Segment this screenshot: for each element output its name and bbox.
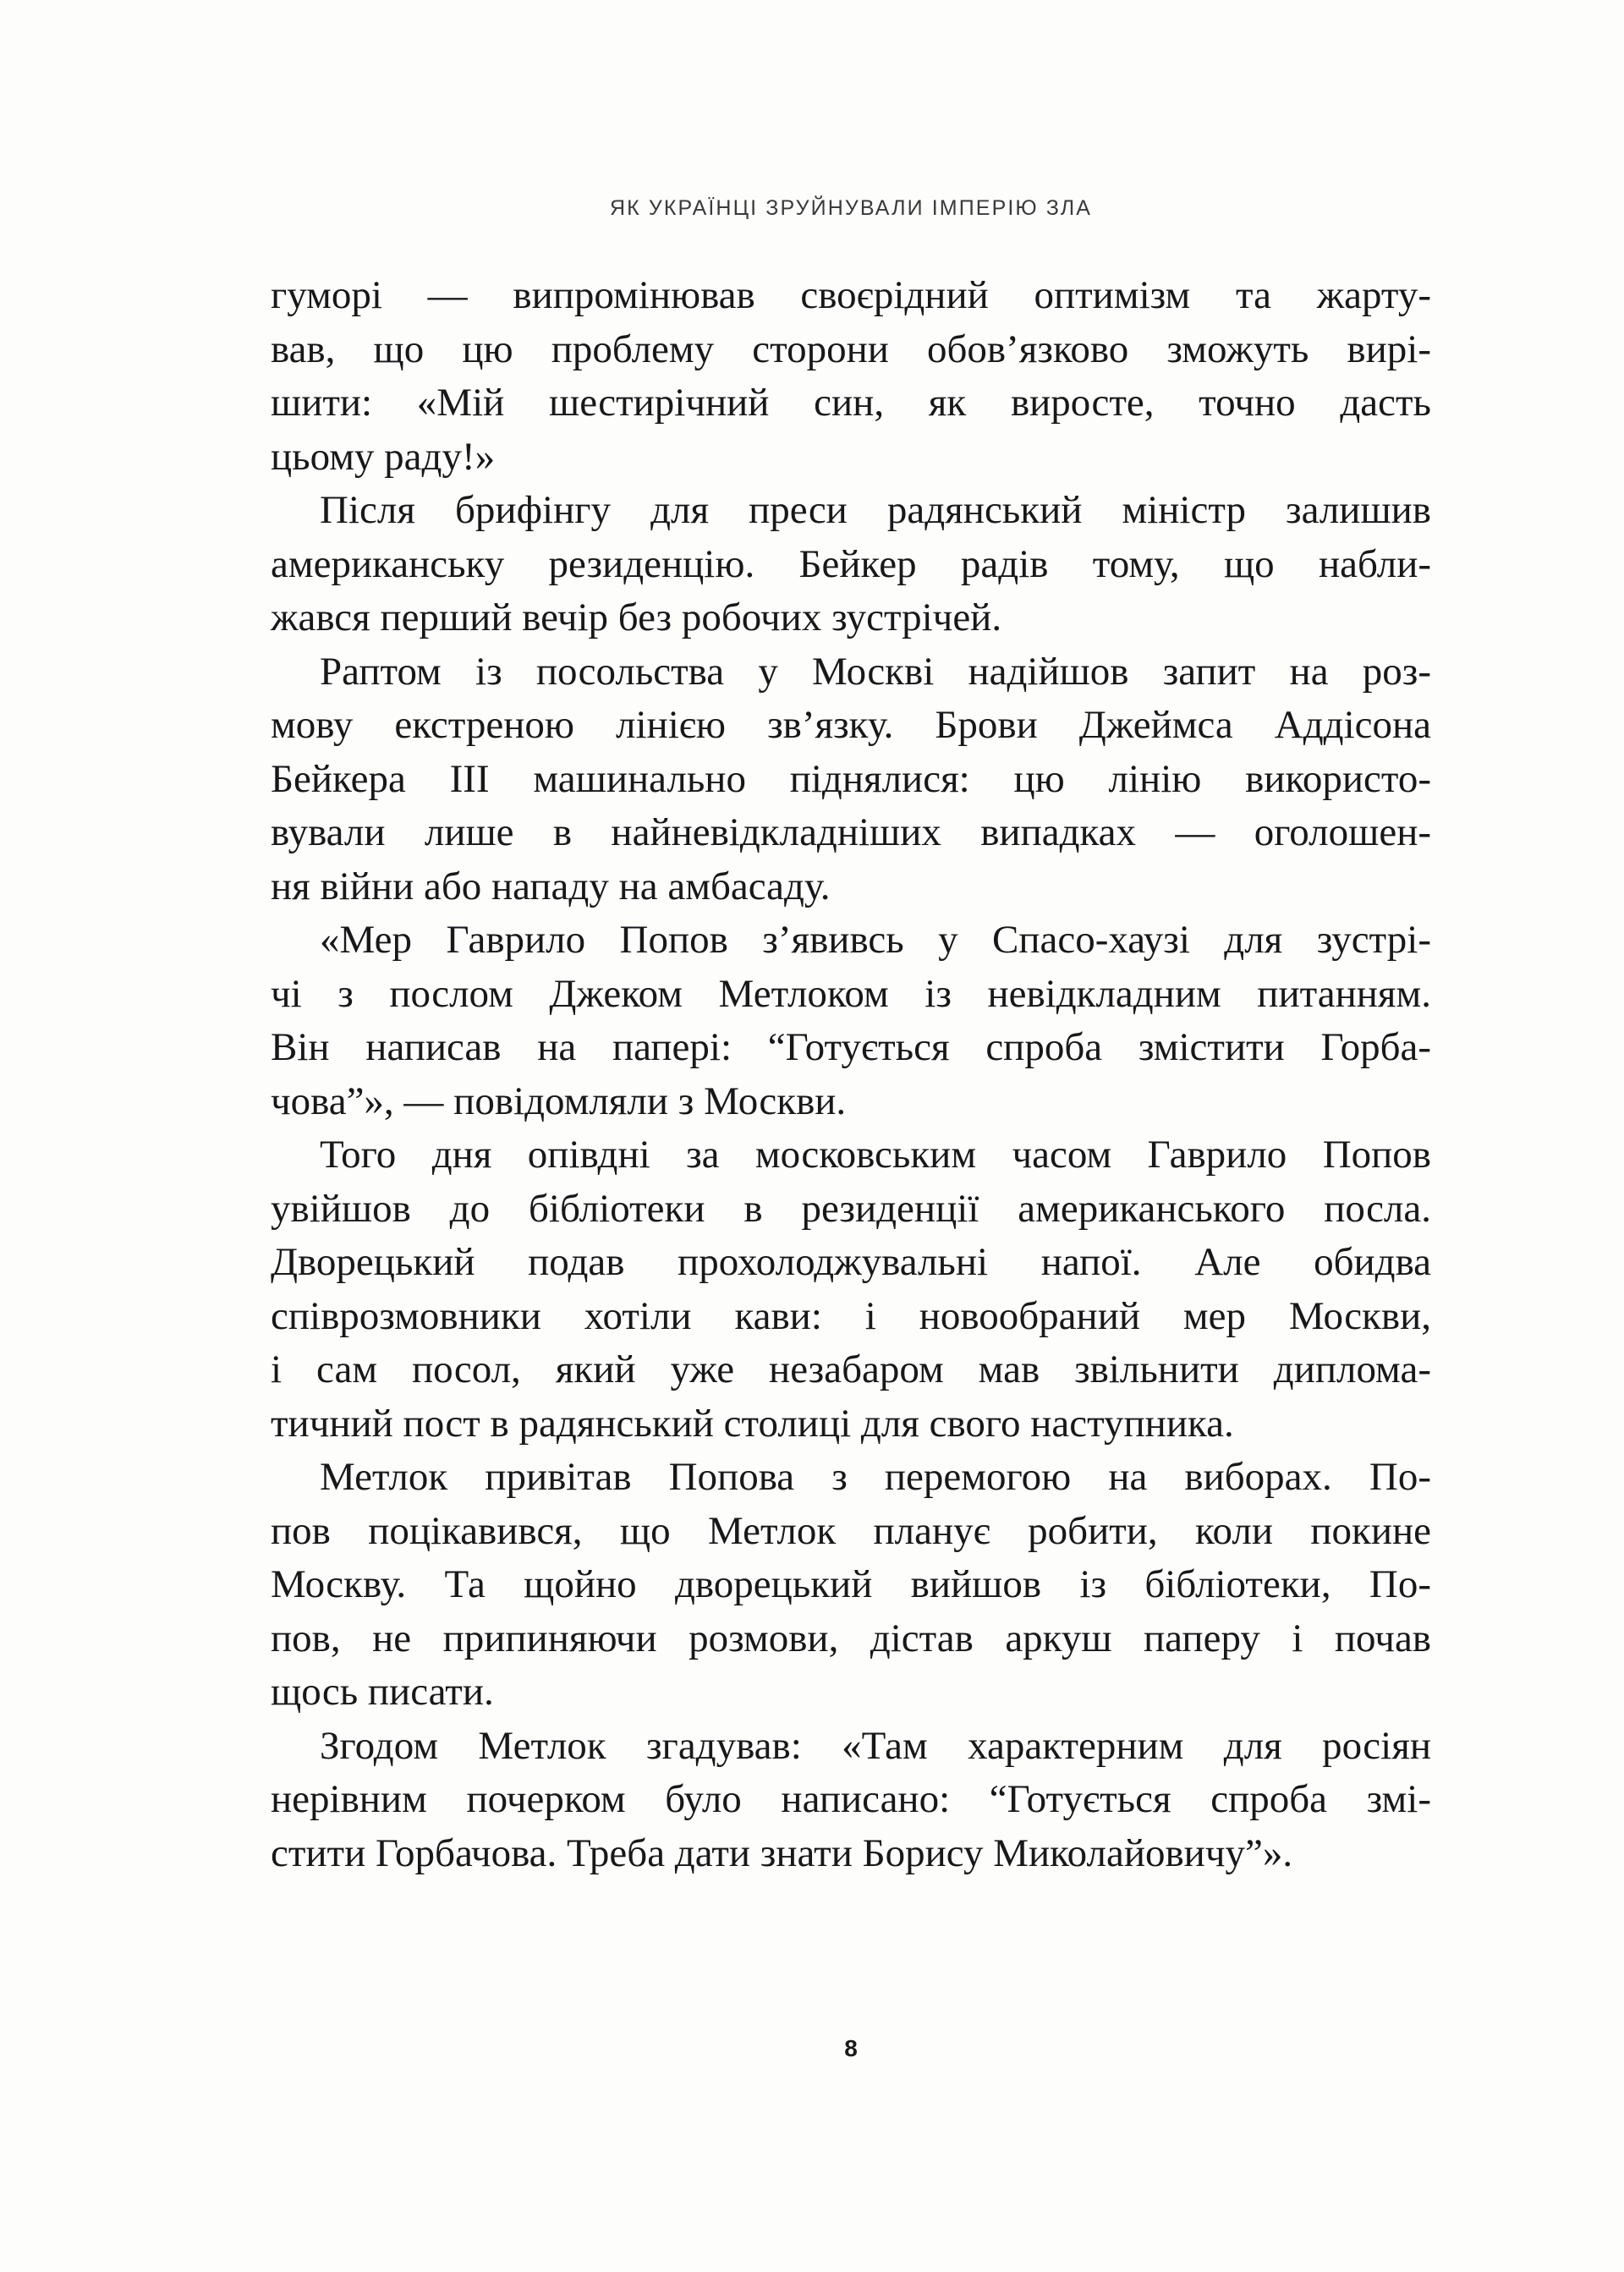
text-line: щось писати. [271,1670,494,1714]
paragraph [271,645,1431,914]
text-line: Метлок привітав Попова з перемогою на виборах. По- [320,1455,1431,1499]
text-line: жався перший вечір без робочих зустрічей. [271,595,1002,639]
text-line: шити: «Мій шестирічний син, як виросте, точно дасть [271,381,1431,425]
page-number: 8 [844,2035,858,2061]
paragraph [271,484,1431,645]
text-line: Того дня опівдні за московським часом Гаврило Попов [320,1133,1431,1177]
paragraph [271,269,1431,484]
text-line: пов поцікавився, що Метлок планує робити, коли покине [271,1508,1431,1553]
text-line: «Мер Гаврило Попов з’явивсь у Спасо-хаузі для зустрі- [320,918,1431,962]
paragraph [271,1720,1431,1881]
text-line: чова”», — повідомляли з Москви. [271,1078,847,1123]
text-line: вав, що цю проблему сторони обов’язково зможуть вирі- [271,327,1431,371]
text-line: Згодом Метлок згадував: «Там характерним для росіян [320,1723,1431,1768]
text-line: співрозмовники хотіли кави: і новообраний мер Москви, [271,1293,1431,1338]
text-line: американську резиденцію. Бейкер радів тому, що набли- [271,541,1431,586]
text-line: вували лише в найневідкладніших випадках — оголошен- [271,810,1431,854]
text-line: Дворецький подав прохолоджувальні напої. Але обидва [271,1240,1431,1284]
text-line: тичний пост в радянський столиці для свого наступника. [271,1401,1234,1446]
text-line: цьому раду!» [271,434,496,479]
text-line: Після брифінгу для преси радянський міністр залишив [320,488,1431,532]
text-line: Бейкера III машинально піднялися: цю лінію використо- [271,756,1431,801]
paragraph [271,914,1431,1128]
text-line: стити Горбачова. Треба дати знати Борису Миколайовичу”». [271,1830,1293,1875]
body-text [271,269,1431,1880]
text-line: мову екстреною лінією зв’язку. Брови Джеймса Аддісона [271,703,1431,747]
text-line: Раптом із посольства у Москві надійшов запит на роз- [320,649,1431,694]
text-line: Він написав на папері: “Готується спроба змістити Горба- [271,1025,1431,1069]
text-line: Москву. Та щойно дворецький вийшов із бібліотеки, По- [271,1562,1431,1606]
text-line: чі з послом Джеком Метлоком із невідкладним питанням. [271,971,1431,1016]
running-head: ЯК УКРАЇНЦІ ЗРУЙНУВАЛИ ІМПЕРІЮ ЗЛА [609,196,1092,220]
text-line: увійшов до бібліотеки в резиденції американського посла. [271,1186,1431,1231]
paragraph [271,1128,1431,1451]
text-line: і сам посол, який уже незабаром мав звільнити диплома- [271,1347,1431,1391]
text-line: ня війни або нападу на амбасаду. [271,864,831,908]
paragraph [271,1451,1431,1720]
text-line: пов, не припиняючи розмови, дістав аркуш паперу і почав [271,1616,1431,1660]
text-line: гуморі — випромінював своєрідний оптимізм та жарту- [271,273,1431,317]
text-line: нерівним почерком було написано: “Готується спроба змі- [271,1777,1431,1821]
